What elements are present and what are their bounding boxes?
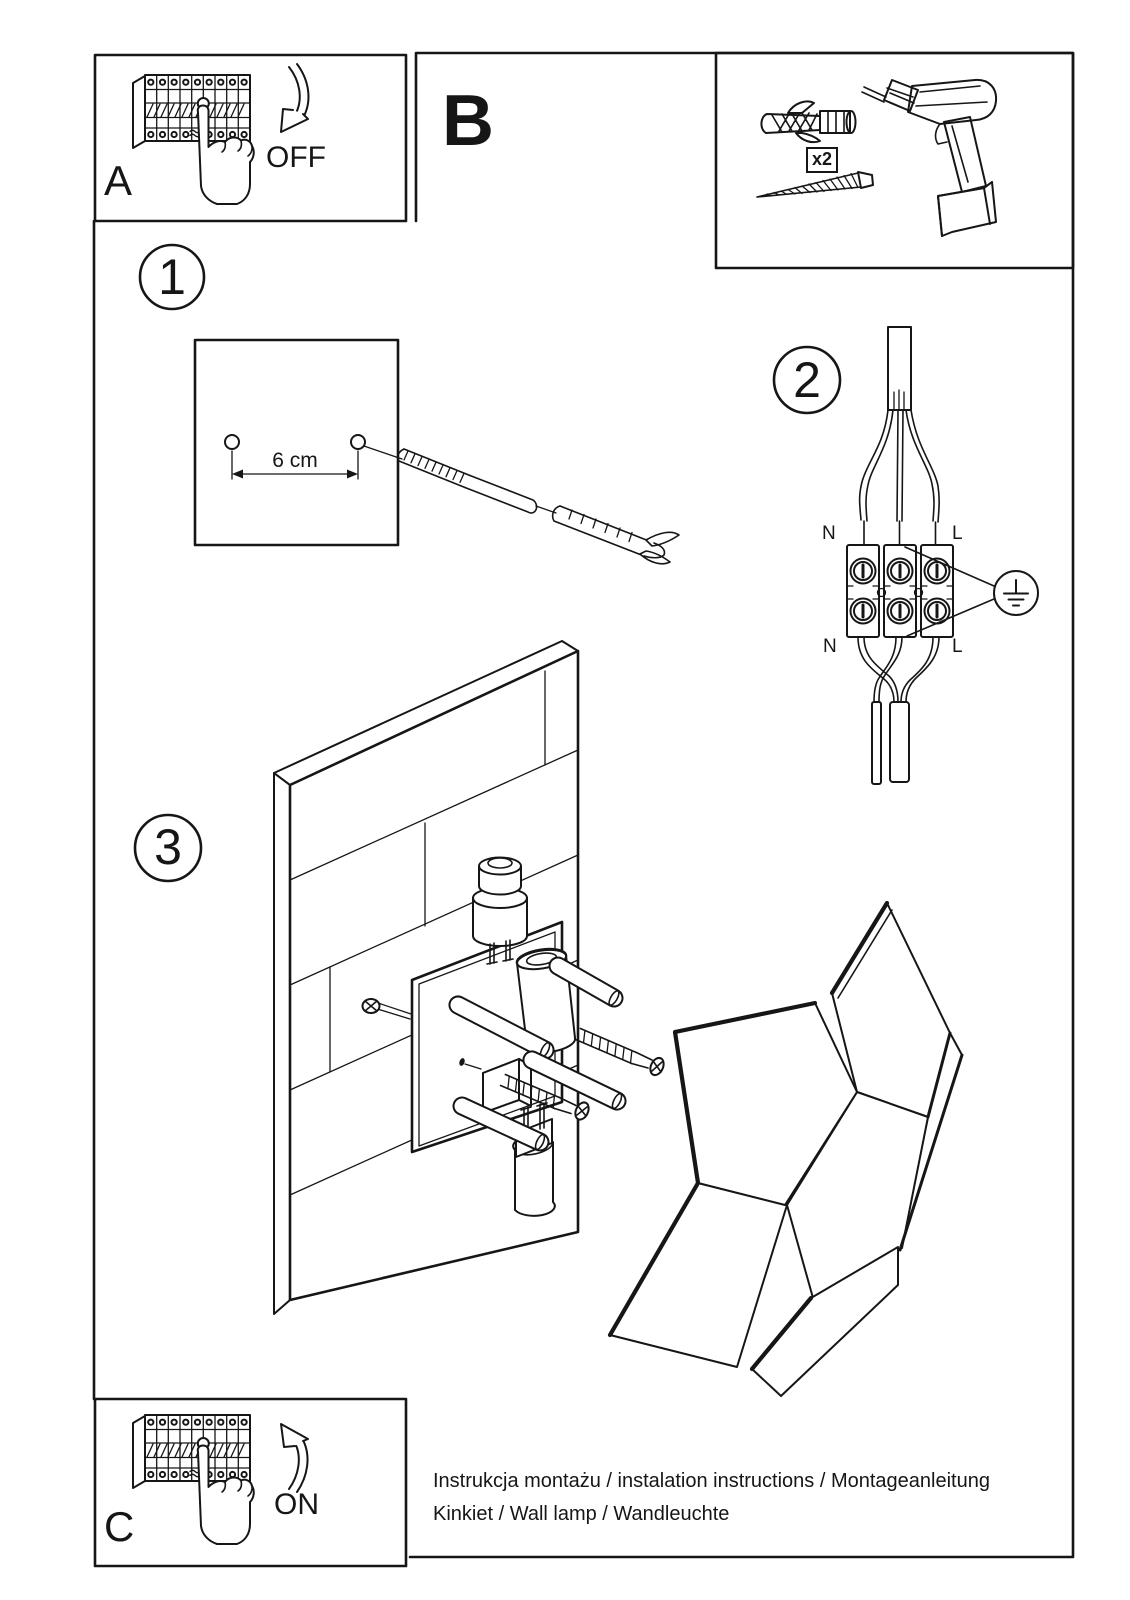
step1-number: 1 [158, 249, 186, 305]
terminal-label-n-bottom: N [823, 636, 837, 657]
quantity-badge: x2 [806, 147, 838, 173]
circuit-breaker-icon-c [133, 1415, 254, 1544]
wall-plug-icon [761, 101, 855, 142]
panel-a-label: A [104, 157, 133, 204]
panel-a-state-label: OFF [266, 141, 326, 174]
arrow-down-icon [281, 64, 308, 132]
screw-icon [757, 172, 873, 197]
terminal-label-l-bottom: L [952, 636, 963, 657]
pointing-hand-icon [198, 106, 254, 205]
footer-product-line: Kinkiet / Wall lamp / Wandleuchte [433, 1503, 730, 1525]
hole-spacing-label: 6 cm [272, 449, 318, 472]
main-frame-border [94, 53, 1073, 1557]
footer-title-line: Instrukcja montażu / instalation instructions / Montageanleitung [433, 1470, 990, 1492]
section-b-label: B [442, 81, 494, 161]
drill-icon [862, 80, 996, 236]
panel-c-label: C [104, 1503, 135, 1550]
terminal-label-n-top: N [822, 523, 836, 544]
drill-bit-and-plug-icon [398, 449, 679, 564]
step2-number: 2 [793, 352, 821, 408]
step3-lampshade-diagram [610, 903, 962, 1396]
ground-symbol-icon [994, 571, 1038, 615]
circuit-breaker-icon [133, 75, 254, 204]
step2-wiring-diagram [847, 327, 1038, 784]
terminal-label-l-top: L [952, 523, 963, 544]
panel-c-state-label: ON [274, 1488, 319, 1521]
step3-number: 3 [154, 819, 182, 875]
arrow-up-icon [281, 1424, 308, 1492]
parts-box-border [716, 53, 1073, 268]
